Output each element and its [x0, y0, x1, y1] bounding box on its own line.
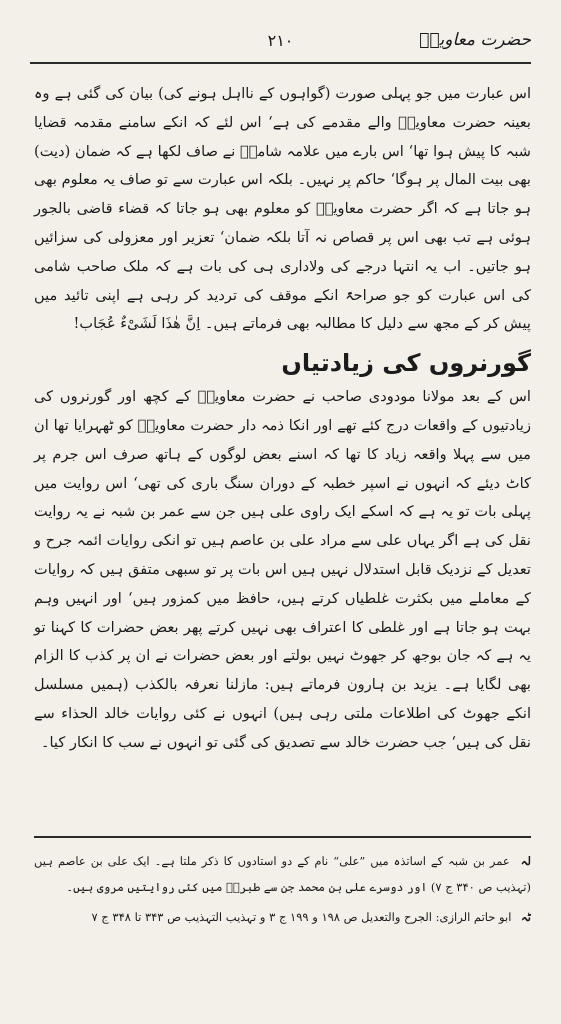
section-heading: گورنروں کی زیادتیاں	[281, 349, 531, 378]
footnote-mark: لہ	[520, 854, 532, 868]
footnote-mark: ٹہ	[521, 910, 531, 924]
running-title: حضرت معاویہؓ	[419, 30, 531, 50]
main-text	[34, 80, 531, 758]
footnote-text: ابو حاتم الرازی: الجرح والتعدیل ص ۱۹۸ و ۱۹۹ ج ۳ و تہذیب التہذیب ص ۳۴۳ تا ۳۴۸ ج ۷	[91, 910, 512, 924]
footnote-divider	[34, 836, 531, 838]
paragraph: اس کے بعد مولانا مودودی صاحب نے حضرت معاویہؓ کے کچھ اور گورنروں کی زیادتیوں کے واقعات درج کئے تھے اور انکا ذمہ دار حضرت معاویہؓ کو ٹھہرایا تھا ان میں سے پہلا واقعہ زیاد کا تھا کہ اسنے بعض لوگوں کے ہاتھ صرف اس جرم پر کاٹ دیئے کہ انہوں نے اسپر خطبہ کے دوران سنگ باری کی تھی‘ اس روایت میں پہلی بات تو یہ ہے کہ اسکے ایک راوی علی ہیں جن سے عمر بن شبہ نے یہ روایت نقل کی ہے اگر یہاں علی سے مراد علی بن عاصم ہیں تو انکی روایات ائمہ جرح و تعدیل کے نزدیک قابل استدلال نہیں ہیں اس بات پر تو سبھی متفق ہیں کہ روایات کے معاملے میں بکثرت غلطیاں کرتے ہیں، حافظ میں کمزور ہیں‘ اور انہیں وہم بہت ہو جاتا ہے اور غلطی کا اعتراف بھی نہیں کرتے پھر بعض حضرات کا کہنا تو یہ ہے کہ جان بوجھ کر جھوٹ نہیں بولتے اور بعض حضرات نے ان پر کذب کا الزام بھی لگایا ہے۔ یزید بن ہارون فرماتے ہیں: مازلنا نعرفہ بالکذب (ہمیں مسلسل انکے جھوٹ کی اطلاعات ملتی رہی ہیں) انہوں نے کئی روایات خالد الحذاء سے نقل کی ہیں‘ جب حضرت خالد سے تصدیق کی گئی تو انہوں نے سب کا انکار کیا۔	[34, 388, 531, 751]
footnotes	[34, 848, 531, 934]
page-header	[30, 22, 531, 64]
page-number: ۲۱۰	[267, 31, 294, 50]
footnote	[34, 848, 531, 900]
footnote	[34, 904, 531, 930]
paragraph: اس عبارت میں جو پہلی صورت (گواہوں کے نااہل ہونے کی) بیان کی گئی ہے وہ بعینہ حضرت معاویہؓ والے مقدمے کی ہے‘ اس لئے کہ انکے سامنے مقدمہ قضایا شبہ کا پیش ہوا تھا‘ اس بارے میں علامہ شامیؒ نے صاف لکھا ہے کہ ضمان (دیت) بھی بیت المال پر ہوگا‘ حاکم پر نہیں۔ بلکہ اس عبارت سے تو صاف یہ معلوم بھی ہو جاتا ہے کہ اگر حضرت معاویہؓ کو معلوم بھی ہو جاتا کہ قضاء قاضی بالجور ہوئی ہے تب بھی اس پر قصاص نہ آتا بلکہ ضمان‘ تعزیر اور معزولی کی سزائیں ہو جاتیں۔ اب یہ انتہا درجے کی ولاداری ہی کی بات ہے کہ ملک صاحب شامی کی اس عبارت کو جو صراحۃً انکے موقف کی تردید کر رہی ہے اپنی تائید میں پیش کر کے مجھ سے دلیل کا مطالبہ بھی فرماتے ہیں۔ اِنَّ ھٰذَا لَشَیْءٌ عُجَاب!	[33, 85, 531, 333]
footnote-text: عمر بن شبہ کے اساتذہ میں ”علی“ نام کے دو استادوں کا ذکر ملتا ہے۔ ایک علی بن عاصم ہیں (تہذیب ص ۳۴۰ ج ۷) اور دوسرے علی بن محمد جن سے طبریؒ میں کئی روایتیں مروی ہیں۔	[34, 854, 531, 894]
